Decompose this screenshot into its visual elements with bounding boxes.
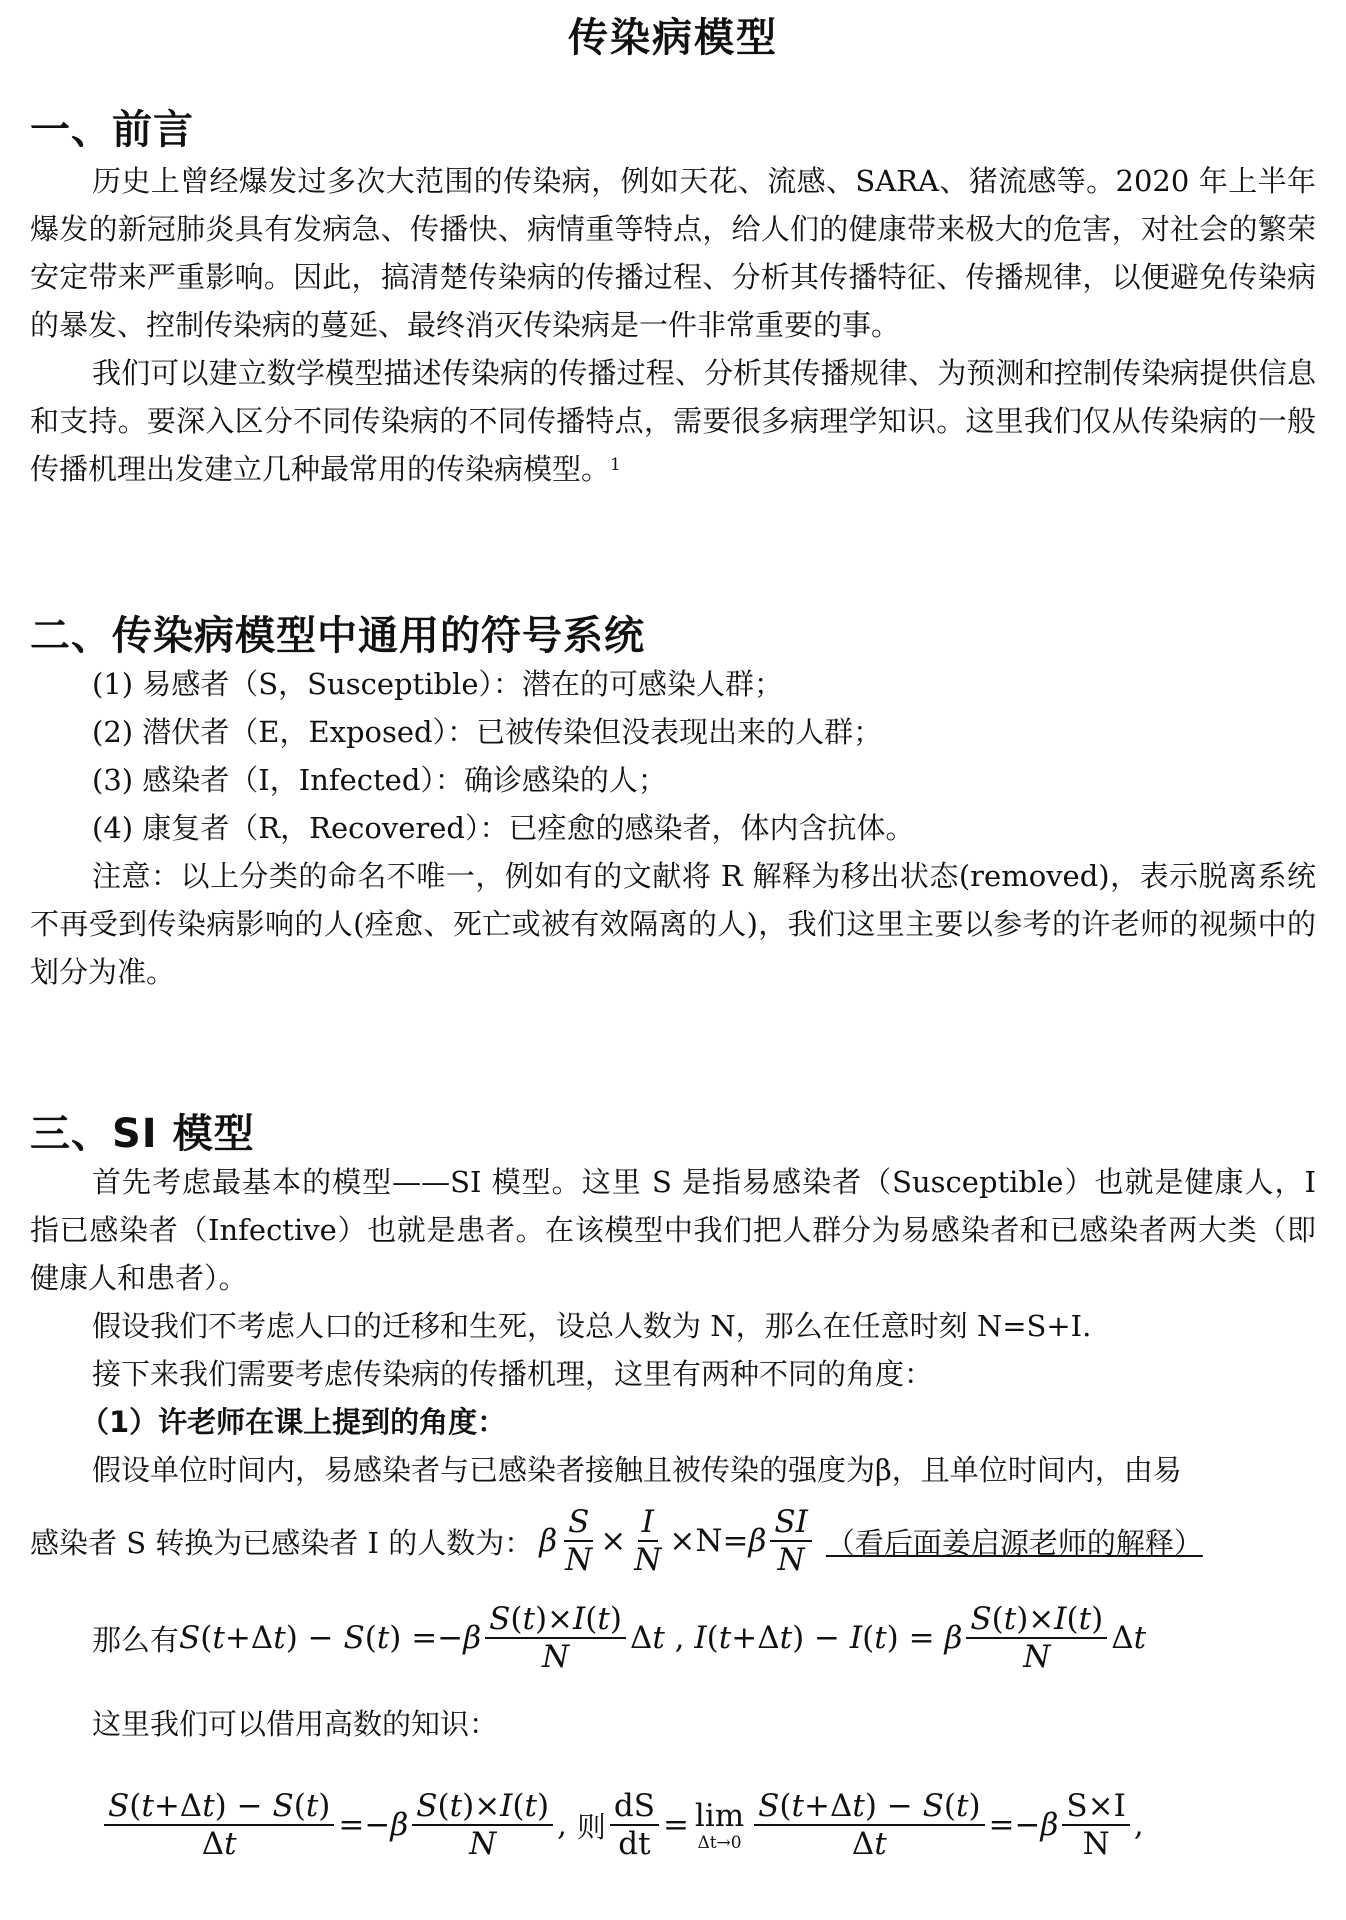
footnote-marker: 1: [610, 455, 621, 475]
equation-difference-i: I ( t +Δ t ) − I ( t ) = β $\frac{S(t)\times I(t)}{N}$ Δ t: [694, 1601, 1147, 1675]
equation-row: [92, 1600, 1146, 1676]
document-title: 传染病模型: [568, 15, 778, 61]
paragraph: [30, 349, 1316, 493]
list-item: (3) 感染者（I，Infected）：确诊感染的人；: [92, 763, 667, 797]
equation-row: [100, 1780, 1144, 1870]
subheading: （1）许老师在课上提到的角度：: [80, 1405, 507, 1439]
equation-lead-text: 感染者 S 转换为已感染者 I 的人数为：: [30, 1525, 534, 1560]
section-heading-1: 一、前言: [30, 107, 194, 153]
section-heading-2: 二、传染病模型中通用的符号系统: [30, 613, 645, 659]
paragraph: 历史上曾经爆发过多次大范围的传染病，例如天花、流感、SARA、猪流感等。2020 年上半年爆发的新冠肺炎具有发病急、传播快、病情重等特点，给人们的健康带来极大的危害，对社会的繁荣安定带来严重影响。因此，搞清楚传染病的传播过程、分析其传播特征、传播规律，以便避免传染病的暴发、控制传染病的蔓延、最终消灭传染病是一件非常重要的事。: [30, 164, 1316, 342]
list-item: (4) 康复者（R，Recovered）：已痊愈的感染者，体内含抗体。: [92, 811, 915, 845]
equation-limit: $\frac{dS}{dt}$ = lim Δt→0 $\frac{S(t+\Delta t) - S(t)}{\Delta t}$ =− β $\frac{S\times I}{N}$ ,: [606, 1788, 1144, 1862]
list-item: (1) 易感者（S，Susceptible）：潜在的可感染人群；: [92, 667, 783, 701]
paragraph-text: 我们可以建立数学模型描述传染病的传播过程、分析其传播规律、为预测和控制传染病提供信息和支持。要深入区分不同传染病的不同传播特点，需要很多病理学知识。这里我们仅从传染病的一般传播机理出发建立几种最常用的传染病模型。: [30, 356, 1316, 486]
paragraph: 这里我们可以借用高数的知识：: [92, 1707, 499, 1741]
equation-note: （看后面姜启源老师的解释）: [825, 1525, 1203, 1560]
equation-row: [30, 1506, 1203, 1576]
paragraph: 首先考虑最基本的模型——SI 模型。这里 S 是指易感染者（Susceptible）也就是健康人，I 指已感染者（Infective）也就是患者。在该模型中我们把人群分为易感染者和已感染者两大类（即健康人和患者）。: [30, 1165, 1316, 1295]
paragraph: 假设单位时间内，易感染者与已感染者接触且被传染的强度为β，且单位时间内，由易: [92, 1453, 1182, 1487]
paragraph: 假设我们不考虑人口的迁移和生死，设总人数为 N，那么在任意时刻 N=S+I.: [92, 1309, 1092, 1343]
note-paragraph: 注意：以上分类的命名不唯一，例如有的文献将 R 解释为移出状态(removed)，表示脱离系统不再受到传染病影响的人(痊愈、死亡或被有效隔离的人)，我们这里主要以参考的许老师的视频中的划分为准。: [30, 859, 1316, 989]
paragraph: 接下来我们需要考虑传染病的传播机理，这里有两种不同的角度：: [92, 1357, 934, 1391]
equation-lead-text: 那么有: [92, 1622, 180, 1657]
section-heading-3: 三、SI 模型: [30, 1111, 255, 1157]
equation-derivative: $\frac{S(t+\Delta t) - S(t)}{\Delta t}$ =− β $\frac{S(t)\times I(t)}{N}$ ,: [100, 1788, 577, 1862]
equation-connector: 则: [576, 1809, 606, 1844]
equation-transfer: β $\frac{S}{N}$ × $\frac{I}{N}$ ×N= β $\frac{SI}{N}$: [539, 1504, 816, 1578]
equation-difference-s: S ( t +Δ t ) − S ( t ) =− β $\frac{S(t)\times I(t)}{N}$ Δ t ,: [179, 1601, 695, 1675]
list-item: (2) 潜伏者（E，Exposed）：已被传染但没表现出来的人群；: [92, 715, 883, 749]
